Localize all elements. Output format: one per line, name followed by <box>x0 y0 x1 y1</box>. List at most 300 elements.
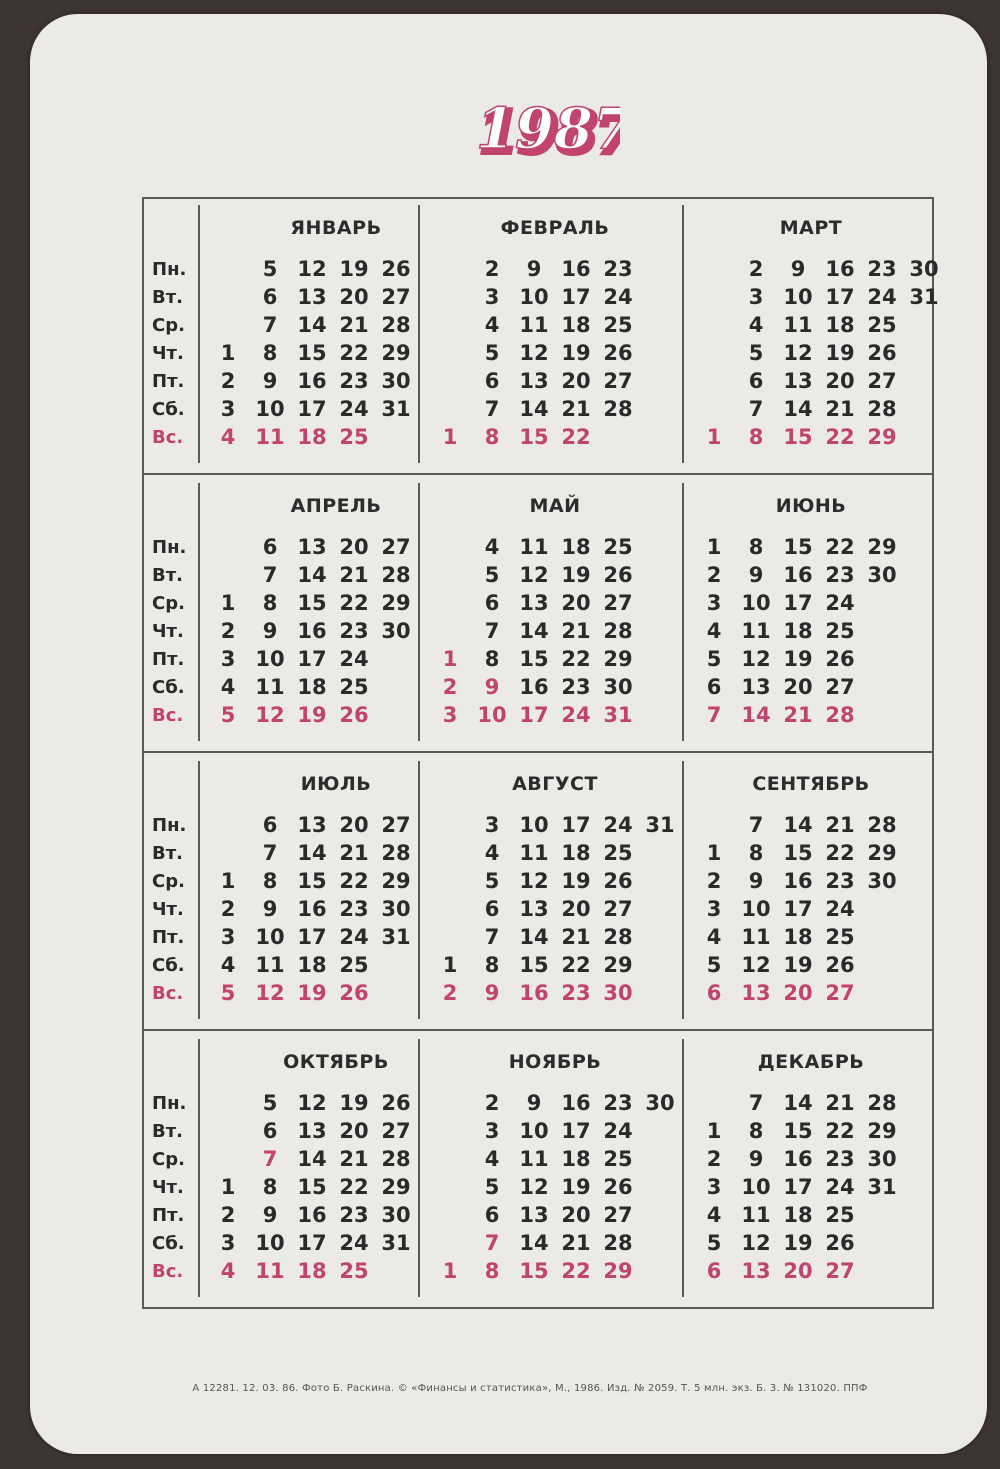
svg-text:1987: 198 <box>480 100 597 164</box>
day-number: 30 <box>381 369 411 393</box>
day-number: 24 <box>825 897 855 921</box>
day-number: 25 <box>339 1259 369 1283</box>
day-number: 15 <box>519 953 549 977</box>
day-number: 19 <box>783 647 813 671</box>
day-number: 21 <box>825 397 855 421</box>
day-number: 5 <box>484 341 500 365</box>
year-text: 1987 <box>476 96 620 162</box>
day-number: 29 <box>603 1259 633 1283</box>
day-number: 1 <box>442 425 458 449</box>
day-number: 30 <box>867 563 897 587</box>
day-number: 3 <box>442 703 458 727</box>
day-number: 23 <box>339 897 369 921</box>
day-number: 11 <box>519 535 549 559</box>
day-number: 5 <box>706 953 722 977</box>
day-number: 7 <box>262 841 278 865</box>
day-number: 12 <box>783 341 813 365</box>
month-title: ДЕКАБРЬ <box>757 1051 865 1073</box>
year-logo <box>470 94 620 164</box>
month-title: ОКТЯБРЬ <box>283 1051 389 1073</box>
day-number: 1 <box>442 953 458 977</box>
day-number: 18 <box>297 675 327 699</box>
day-number: 10 <box>519 1119 549 1143</box>
day-number: 9 <box>748 1147 764 1171</box>
weekday-label: Вс. <box>152 705 184 726</box>
weekday-label: Пн. <box>152 537 187 558</box>
weekday-label: Пт. <box>152 371 185 392</box>
day-number: 20 <box>783 1259 813 1283</box>
day-number: 29 <box>867 841 897 865</box>
weekday-label: Чт. <box>152 343 184 364</box>
day-number: 15 <box>519 425 549 449</box>
day-number: 26 <box>825 953 855 977</box>
day-number: 21 <box>339 1147 369 1171</box>
weekday-label: Пн. <box>152 1093 187 1114</box>
day-number: 2 <box>706 563 722 587</box>
day-number: 14 <box>519 1231 549 1255</box>
day-number: 12 <box>297 1091 327 1115</box>
month-title: АВГУСТ <box>512 773 598 795</box>
day-number: 3 <box>748 285 764 309</box>
day-number: 8 <box>262 869 278 893</box>
day-number: 29 <box>381 1175 411 1199</box>
grid-vertical-line <box>682 761 684 1019</box>
day-number: 5 <box>262 257 278 281</box>
day-number: 6 <box>262 535 278 559</box>
day-number: 8 <box>748 841 764 865</box>
day-number: 31 <box>603 703 633 727</box>
weekday-label: Сб. <box>152 1233 185 1254</box>
day-number: 20 <box>561 591 591 615</box>
day-number: 3 <box>220 647 236 671</box>
day-number: 3 <box>484 813 500 837</box>
day-number: 1 <box>706 841 722 865</box>
day-number: 14 <box>783 397 813 421</box>
day-number: 2 <box>442 981 458 1005</box>
day-number: 18 <box>783 925 813 949</box>
day-number: 9 <box>262 1203 278 1227</box>
day-number: 22 <box>339 591 369 615</box>
grid-vertical-line <box>198 761 200 1019</box>
day-number: 4 <box>220 675 236 699</box>
month-title: ИЮЛЬ <box>300 773 372 795</box>
day-number: 12 <box>741 647 771 671</box>
day-number: 21 <box>825 1091 855 1115</box>
day-number: 14 <box>297 1147 327 1171</box>
day-number: 12 <box>741 1231 771 1255</box>
weekday-label: Вт. <box>152 565 183 586</box>
day-number: 6 <box>484 1203 500 1227</box>
day-number: 17 <box>519 703 549 727</box>
day-number: 10 <box>741 1175 771 1199</box>
day-number: 29 <box>867 1119 897 1143</box>
day-number: 6 <box>706 981 722 1005</box>
day-number: 2 <box>484 257 500 281</box>
day-number: 2 <box>442 675 458 699</box>
day-number: 27 <box>381 535 411 559</box>
day-number: 19 <box>783 1231 813 1255</box>
day-number: 14 <box>741 703 771 727</box>
day-number: 30 <box>381 1203 411 1227</box>
day-number: 22 <box>339 341 369 365</box>
weekday-label: Пн. <box>152 259 187 280</box>
day-number: 16 <box>519 981 549 1005</box>
day-number: 18 <box>561 1147 591 1171</box>
day-number: 9 <box>262 369 278 393</box>
day-number: 5 <box>706 647 722 671</box>
grid-vertical-line <box>418 761 420 1019</box>
day-number: 4 <box>706 1203 722 1227</box>
day-number: 20 <box>339 813 369 837</box>
day-number: 20 <box>783 675 813 699</box>
day-number: 16 <box>561 257 591 281</box>
day-number: 3 <box>220 397 236 421</box>
day-number: 1 <box>442 647 458 671</box>
day-number: 8 <box>484 425 500 449</box>
day-number: 25 <box>825 619 855 643</box>
grid-vertical-line <box>418 205 420 463</box>
weekday-label: Чт. <box>152 899 184 920</box>
day-number: 8 <box>262 1175 278 1199</box>
day-number: 28 <box>381 1147 411 1171</box>
day-number: 5 <box>220 703 236 727</box>
day-number: 20 <box>825 369 855 393</box>
day-number: 20 <box>783 981 813 1005</box>
day-number: 17 <box>561 1119 591 1143</box>
month-title: ФЕВРАЛЬ <box>500 217 610 239</box>
day-number: 6 <box>262 1119 278 1143</box>
day-number: 13 <box>741 1259 771 1283</box>
day-number: 16 <box>297 619 327 643</box>
day-number: 11 <box>255 953 285 977</box>
day-number: 7 <box>262 313 278 337</box>
grid-vertical-line <box>682 205 684 463</box>
day-number: 27 <box>867 369 897 393</box>
weekday-label: Вт. <box>152 843 183 864</box>
day-number: 10 <box>519 813 549 837</box>
day-number: 29 <box>603 647 633 671</box>
day-number: 14 <box>519 619 549 643</box>
day-number: 29 <box>867 425 897 449</box>
weekday-label: Чт. <box>152 621 184 642</box>
day-number: 24 <box>867 285 897 309</box>
day-number: 17 <box>561 285 591 309</box>
weekday-label: Ср. <box>152 871 185 892</box>
day-number: 17 <box>297 397 327 421</box>
day-number: 16 <box>783 869 813 893</box>
day-number: 6 <box>484 591 500 615</box>
day-number: 3 <box>706 591 722 615</box>
day-number: 24 <box>339 397 369 421</box>
day-number: 19 <box>339 1091 369 1115</box>
day-number: 27 <box>825 981 855 1005</box>
day-number: 29 <box>603 953 633 977</box>
day-number: 21 <box>825 813 855 837</box>
day-number: 25 <box>603 535 633 559</box>
day-number: 14 <box>519 925 549 949</box>
day-number: 5 <box>262 1091 278 1115</box>
day-number: 15 <box>297 1175 327 1199</box>
day-number: 30 <box>603 675 633 699</box>
day-number: 10 <box>255 647 285 671</box>
day-number: 9 <box>526 257 542 281</box>
day-number: 18 <box>825 313 855 337</box>
day-number: 13 <box>519 1203 549 1227</box>
day-number: 7 <box>748 397 764 421</box>
day-number: 11 <box>783 313 813 337</box>
day-number: 6 <box>262 285 278 309</box>
day-number: 8 <box>484 1259 500 1283</box>
day-number: 26 <box>381 1091 411 1115</box>
day-number: 16 <box>297 369 327 393</box>
day-number: 5 <box>484 1175 500 1199</box>
day-number: 10 <box>255 1231 285 1255</box>
day-number: 4 <box>706 925 722 949</box>
day-number: 20 <box>561 369 591 393</box>
day-number: 12 <box>519 563 549 587</box>
day-number: 7 <box>262 1147 278 1171</box>
day-number: 18 <box>783 619 813 643</box>
month-title: ЯНВАРЬ <box>290 217 382 239</box>
day-number: 16 <box>297 897 327 921</box>
day-number: 12 <box>297 257 327 281</box>
day-number: 26 <box>603 869 633 893</box>
day-number: 1 <box>706 425 722 449</box>
day-number: 28 <box>381 841 411 865</box>
day-number: 9 <box>526 1091 542 1115</box>
day-number: 13 <box>519 369 549 393</box>
day-number: 14 <box>519 397 549 421</box>
day-number: 26 <box>603 1175 633 1199</box>
day-number: 16 <box>561 1091 591 1115</box>
day-number: 10 <box>741 591 771 615</box>
day-number: 8 <box>748 1119 764 1143</box>
day-number: 11 <box>255 1259 285 1283</box>
day-number: 15 <box>783 841 813 865</box>
day-number: 30 <box>381 619 411 643</box>
weekday-label: Пн. <box>152 815 187 836</box>
day-number: 14 <box>297 313 327 337</box>
day-number: 21 <box>339 563 369 587</box>
day-number: 3 <box>484 285 500 309</box>
grid-vertical-line <box>198 205 200 463</box>
day-number: 11 <box>741 619 771 643</box>
day-number: 17 <box>783 1175 813 1199</box>
day-number: 7 <box>706 703 722 727</box>
day-number: 18 <box>297 1259 327 1283</box>
day-number: 30 <box>867 869 897 893</box>
day-number: 13 <box>741 981 771 1005</box>
day-number: 27 <box>603 591 633 615</box>
day-number: 12 <box>255 981 285 1005</box>
weekday-label: Сб. <box>152 399 185 420</box>
day-number: 4 <box>220 953 236 977</box>
day-number: 14 <box>297 563 327 587</box>
day-number: 15 <box>519 1259 549 1283</box>
day-number: 22 <box>339 869 369 893</box>
day-number: 22 <box>825 535 855 559</box>
day-number: 12 <box>519 869 549 893</box>
day-number: 27 <box>825 1259 855 1283</box>
day-number: 8 <box>262 341 278 365</box>
day-number: 31 <box>381 397 411 421</box>
day-number: 2 <box>748 257 764 281</box>
day-number: 4 <box>220 1259 236 1283</box>
day-number: 11 <box>741 925 771 949</box>
day-number: 6 <box>748 369 764 393</box>
day-number: 6 <box>262 813 278 837</box>
day-number: 5 <box>748 341 764 365</box>
day-number: 18 <box>561 313 591 337</box>
day-number: 28 <box>603 925 633 949</box>
day-number: 24 <box>339 647 369 671</box>
day-number: 31 <box>381 1231 411 1255</box>
day-number: 31 <box>867 1175 897 1199</box>
day-number: 30 <box>867 1147 897 1171</box>
grid-vertical-line <box>682 483 684 741</box>
month-title: НОЯБРЬ <box>508 1051 602 1073</box>
day-number: 13 <box>297 535 327 559</box>
day-number: 17 <box>561 813 591 837</box>
day-number: 17 <box>783 897 813 921</box>
day-number: 22 <box>561 647 591 671</box>
day-number: 28 <box>867 397 897 421</box>
day-number: 25 <box>339 953 369 977</box>
day-number: 25 <box>603 313 633 337</box>
day-number: 22 <box>561 1259 591 1283</box>
day-number: 12 <box>255 703 285 727</box>
day-number: 7 <box>748 1091 764 1115</box>
day-number: 27 <box>825 675 855 699</box>
grid-horizontal-line <box>144 751 932 753</box>
grid-vertical-line <box>418 1039 420 1297</box>
day-number: 18 <box>561 535 591 559</box>
day-number: 11 <box>519 841 549 865</box>
weekday-label: Пт. <box>152 1205 185 1226</box>
weekday-label: Ср. <box>152 315 185 336</box>
day-number: 1 <box>442 1259 458 1283</box>
day-number: 23 <box>339 1203 369 1227</box>
day-number: 22 <box>825 425 855 449</box>
day-number: 10 <box>741 897 771 921</box>
day-number: 30 <box>909 257 939 281</box>
day-number: 23 <box>603 1091 633 1115</box>
day-number: 5 <box>220 981 236 1005</box>
day-number: 23 <box>339 369 369 393</box>
day-number: 20 <box>561 1203 591 1227</box>
month-title: СЕНТЯБРЬ <box>752 773 870 795</box>
day-number: 28 <box>381 563 411 587</box>
day-number: 31 <box>645 813 675 837</box>
weekday-label: Вс. <box>152 1261 184 1282</box>
weekday-label: Пт. <box>152 649 185 670</box>
day-number: 9 <box>484 981 500 1005</box>
day-number: 6 <box>484 369 500 393</box>
day-number: 8 <box>748 425 764 449</box>
day-number: 2 <box>220 897 236 921</box>
day-number: 22 <box>561 953 591 977</box>
day-number: 21 <box>561 619 591 643</box>
day-number: 11 <box>741 1203 771 1227</box>
day-number: 24 <box>339 925 369 949</box>
day-number: 2 <box>484 1091 500 1115</box>
day-number: 17 <box>297 925 327 949</box>
day-number: 14 <box>783 813 813 837</box>
day-number: 1 <box>220 1175 236 1199</box>
day-number: 27 <box>381 1119 411 1143</box>
day-number: 19 <box>561 341 591 365</box>
grid-vertical-line <box>198 1039 200 1297</box>
day-number: 15 <box>519 647 549 671</box>
day-number: 16 <box>519 675 549 699</box>
day-number: 24 <box>825 591 855 615</box>
day-number: 24 <box>825 1175 855 1199</box>
day-number: 29 <box>381 869 411 893</box>
day-number: 9 <box>262 897 278 921</box>
day-number: 24 <box>339 1231 369 1255</box>
imprint-text: А 12281. 12. 03. 86. Фото Б. Раскина. © «Финансы и статистика», М., 1986. Изд. № 2059. Т. 5 млн. экз. Б. 3. № 131020. ППФ <box>192 1383 868 1394</box>
day-number: 18 <box>783 1203 813 1227</box>
day-number: 18 <box>297 953 327 977</box>
day-number: 16 <box>783 563 813 587</box>
day-number: 17 <box>783 591 813 615</box>
day-number: 18 <box>561 841 591 865</box>
day-number: 29 <box>867 535 897 559</box>
day-number: 21 <box>561 397 591 421</box>
day-number: 3 <box>706 897 722 921</box>
day-number: 26 <box>381 257 411 281</box>
day-number: 9 <box>790 257 806 281</box>
day-number: 15 <box>297 869 327 893</box>
day-number: 4 <box>484 1147 500 1171</box>
day-number: 4 <box>706 619 722 643</box>
day-number: 10 <box>255 397 285 421</box>
day-number: 21 <box>783 703 813 727</box>
day-number: 23 <box>339 619 369 643</box>
grid-horizontal-line <box>144 1029 932 1031</box>
day-number: 30 <box>603 981 633 1005</box>
day-number: 11 <box>255 425 285 449</box>
day-number: 6 <box>706 1259 722 1283</box>
day-number: 27 <box>603 1203 633 1227</box>
day-number: 2 <box>706 1147 722 1171</box>
weekday-label: Вс. <box>152 427 184 448</box>
day-number: 19 <box>783 953 813 977</box>
day-number: 26 <box>603 563 633 587</box>
month-title: МАЙ <box>529 495 581 517</box>
weekday-label: Вс. <box>152 983 184 1004</box>
day-number: 11 <box>519 1147 549 1171</box>
day-number: 8 <box>484 647 500 671</box>
day-number: 15 <box>297 591 327 615</box>
day-number: 13 <box>741 675 771 699</box>
day-number: 23 <box>825 563 855 587</box>
day-number: 9 <box>262 619 278 643</box>
weekday-label: Ср. <box>152 593 185 614</box>
day-number: 8 <box>262 591 278 615</box>
day-number: 16 <box>825 257 855 281</box>
day-number: 27 <box>603 897 633 921</box>
day-number: 2 <box>220 369 236 393</box>
day-number: 9 <box>748 563 764 587</box>
day-number: 30 <box>645 1091 675 1115</box>
day-number: 6 <box>484 897 500 921</box>
day-number: 4 <box>220 425 236 449</box>
day-number: 3 <box>484 1119 500 1143</box>
day-number: 4 <box>484 535 500 559</box>
day-number: 2 <box>706 869 722 893</box>
calendar-grid <box>142 197 939 1309</box>
